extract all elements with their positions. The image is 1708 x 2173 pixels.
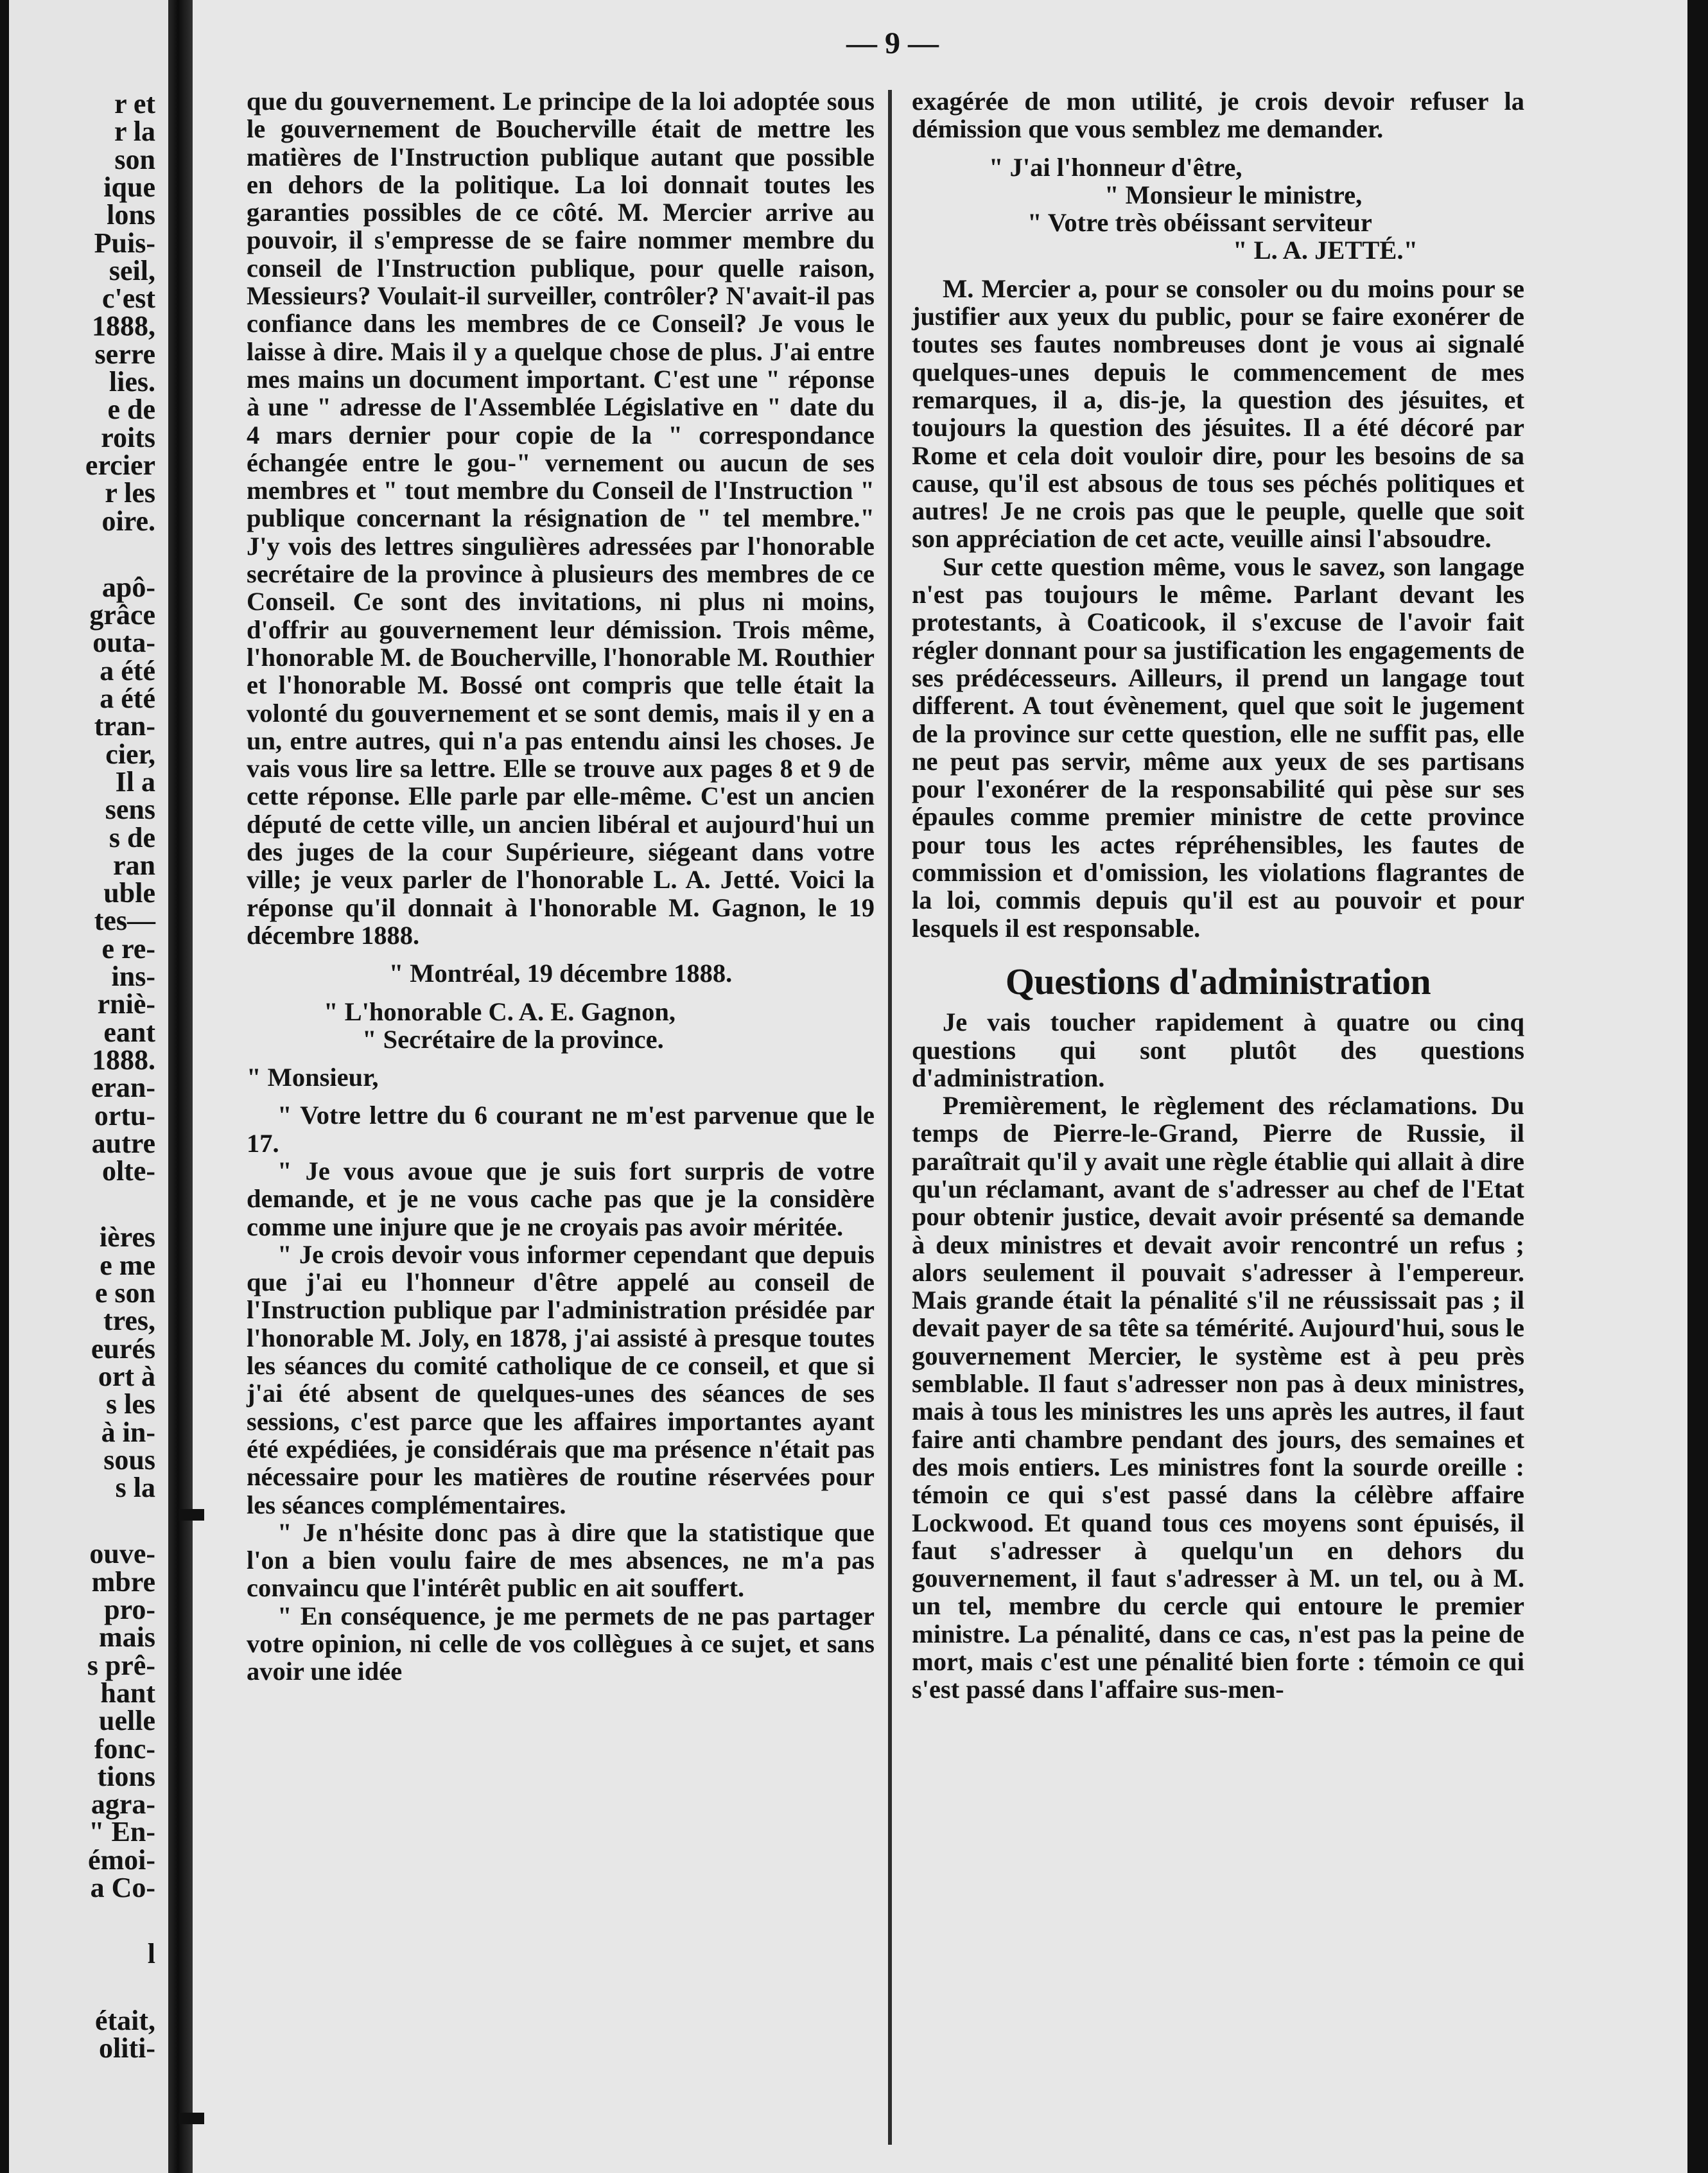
margin-fragment: lies. [109,366,155,397]
margin-fragment: uble [103,877,155,909]
margin-fragment: tran- [94,710,155,742]
column-divider [888,90,892,2145]
margin-fragment: autre [91,1127,155,1159]
margin-fragment: eurés [91,1332,155,1365]
margin-fragment: émoi- [87,1844,155,1876]
margin-fragment: mbre [91,1566,155,1598]
book-spine [168,0,193,2173]
margin-fragment: fonc- [94,1732,155,1765]
margin-fragment: e re- [101,932,155,964]
margin-fragment: oliti- [99,2032,155,2064]
margin-fragment: ouve- [89,1538,155,1570]
paragraph: que du gouvernement. Le principe de la loi adoptée sous le gouvernement de Boucherville était de mettre les matières de l'Instruction publique autant que possible en dehors de la politique. La loi donnait toutes les garanties possibles de ce côté. M. Mercier arrive au pouvoir, il s'empresse de se faire nommer membre du conseil de l'Instruction publique, pour quelle raison, Messieurs? Voulait-il surveiller, contrôler? N'avait-il pas confiance dans les membres de ce Conseil? Je vous le laisse à dire. Mais il y a quelque chose de plus. J'ai entre mes mains un document important. C'est une " réponse à une " adresse de l'Assemblée Législative en " date du 4 mars dernier pour copie de la " correspondance échangée entre le gou-" vernement ou aucun de ses membres et " tout membre du Conseil de l'Instruction " publique concernant la résignation de " tel membre." J'y vois des lettres singulières adressées par l'honorable secrétaire de la province à plusieurs des membres de ce Conseil. Ce sont des invitations, ni plus ni moins, d'offrir au gouvernement leur démission. Trois même, l'honorable M. de Boucherville, l'honorable M. Routhier et l'honorable M. Bossé ont compris que telle était la volonté du gouvernement et se sont demis, mais il y en a un, entre autres, qui n'a pas entendu ainsi les choses. Je vais vous lire sa lettre. Elle se trouve aux pages 8 et 9 de cette réponse. Elle parle par elle-même. C'est un ancien député de cette ville, un ancien libéral et aujourd'hui un des juges de la cour Supérieure, siégeant dans votre ville; je veux parler de l'honorable L. A. Jetté. Voici la réponse qu'il donnait à l'honorable M. Gagnon, le 19 décembre 1888. [247,87,875,950]
margin-fragment: Puis- [94,227,155,259]
paragraph: " L. A. JETTÉ." [1233,236,1418,265]
paragraph: " Je crois devoir vous informer cependant que depuis que j'ai eu l'honneur d'être appelé au conseil de l'Instruction publique par l'administration présidée par l'honorable M. Joly, en 1878, j'ai assisté à presque toutes les séances du comité catholique de ce conseil, et que si j'ai été absent de quelques-unes des séances de ses sessions, c'est parce que les affaires importantes ayant été expédiées, je considérais que ma présence n'était pas nécessaire pour les matières de routine réservées pour les séances complémentaires. [247,1239,875,1519]
margin-fragment: son [114,143,155,175]
section-heading: Questions d'administration [1005,960,1431,1002]
paragraph: " Je n'hésite donc pas à dire que la statistique que l'on a bien voulu faire de mes absences, ne m'a pas convaincu que l'intérêt public en ait souffert. [247,1517,875,1603]
paragraph: " En conséquence, je me permets de ne pas partager votre opinion, ni celle de vos collègues à ce sujet, et sans avoir une idée [247,1601,875,1686]
margin-fragment: tes— [94,905,155,937]
paragraph: " Monsieur, [247,1063,379,1092]
margin-fragment: uelle [99,1705,155,1737]
margin-fragment: ins- [111,961,155,992]
margin-fragment: a été [100,654,155,686]
margin-fragment: grâce [89,599,155,631]
margin-fragment: s la [115,1472,155,1504]
paragraph: Sur cette question même, vous le savez, son langage n'est pas toujours le même. Parlant devant les protestants, à Coaticook, il s'excuse de l'avoir fait régler donnant pour sa justification les engagements de ses prédécesseurs. Ailleurs, il prend un langage tout different. A tout évènement, quel que soit le jugement de la province sur cette question, elle ne suffit pas, elle ne peut pas servir, même aux yeux de ses partisans pour l'exonérer de la responsabilité qui pèse sur ses épaules comme premier ministre de cette province pour tous les actes répréhensibles, les fautes de commission et d'omission, les violations flagrantes de la loi, commis depuis qu'il est au pouvoir et pour lesquels il est responsable. [912,552,1524,943]
text-column-right [912,87,1524,1704]
margin-fragment: r les [105,477,155,509]
margin-fragment: tres, [103,1305,155,1337]
scan-edge-left [0,0,9,2173]
margin-fragment: hant [100,1677,155,1709]
paragraph: " Je vous avoue que je suis fort surpris de votre demande, et je ne vous cache pas que je la considère comme une injure que je ne croyais pas avoir méritée. [247,1156,875,1241]
paragraph: M. Mercier a, pour se consoler ou du moins pour se justifier aux yeux du public, pour se faire exonérer de toutes ses fautes nombreuses dont je vous ai signalé quelques-unes depuis le commencement de mes remarques, il a, dis-je, la question des jésuites, et toujours la question des jésuites. Il a été décoré par Rome et cela doit vouloir dire, pour les besoins de sa cause, qu'il est absous de tous ses péchés politiques et autres! Je ne crois pas que le peuple, quelle que soit son appréciation de cet acte, veuille ainsi l'absoudre. [912,274,1524,554]
margin-fragment: c'est [101,283,155,315]
margin-fragment: ortu- [94,1099,155,1131]
margin-fragment: r et [114,88,155,119]
paragraph: Premièrement, le règlement des réclamations. Du temps de Pierre-le-Grand, Pierre de Russie, il paraîtrait qu'il y avait une règle établie qui allait à dire qu'un réclamant, avant de s'adresser au chef de l'Etat pour obtenir justice, devait avoir présenté sa demande à deux ministres et devait avoir rencontré un refus ; alors seulement il pouvait s'adresser à l'empereur. Mais grande était la pénalité s'il ne réussissait pas ; il devait payer de sa tête sa témérité. Aujourd'hui, sous le gouvernement Mercier, le système est à peu près semblable. Il faut s'adresser non pas à deux ministres, mais à tous les ministres les uns après les autres, il faut faire anti chambre pendant des jours, des semaines et des mois entiers. Les ministres font la sourde oreille : témoin ce qui s'est passé dans la célèbre affaire Lockwood. Et quand tous ces moyens sont épuisés, il faut s'adresser à quelqu'un en dehors du gouvernement, il faut s'adresser à M. un tel, ou à M. un tel, membre du cercle qui entoure le premier ministre. La pénalité, dans ce cas, n'est pas la peine de mort, mais c'est une pénalité bien forte : témoin ce qui s'est passé dans l'affaire sus-men- [912,1091,1524,1704]
margin-fragment: outa- [92,627,155,659]
margin-fragment: ort à [98,1360,155,1392]
margin-fragment: apô- [101,571,155,603]
margin-fragment: eran- [91,1072,155,1104]
margin-fragment: tions [97,1760,155,1792]
margin-fragment: ran [113,849,155,881]
margin-fragment: oire. [101,505,155,537]
margin-fragment: r la [114,116,155,148]
paragraph: " Votre lettre du 6 courant ne m'est parvenue que le 17. [247,1101,875,1158]
margin-fragment: ières [99,1221,155,1253]
margin-fragment: était, [94,2004,155,2036]
margin-fragment: lons [107,199,155,231]
margin-fragment: cier, [105,738,155,770]
margin-fragment: serre [94,338,155,370]
margin-fragment: e de [107,394,155,426]
spine-mark [179,1509,204,1521]
margin-fragment: olte- [101,1155,155,1187]
margin-fragment: 1888, [92,310,155,342]
margin-fragment: pro- [104,1594,155,1625]
margin-fragment: e me [100,1249,155,1281]
paragraph: " Secrétaire de la province. [362,1024,664,1054]
page-number: — 9 — [846,26,939,60]
paragraph: " J'ai l'honneur d'être, [989,152,1242,182]
margin-fragment: ercier [85,449,155,481]
margin-fragment: seil, [109,254,155,286]
facing-page-margin [0,0,168,2173]
margin-fragment: s de [109,821,155,853]
margin-fragment: a Co- [90,1872,155,1903]
paragraph: " Monsieur le ministre, [1104,180,1363,209]
margin-fragment: 1888. [92,1043,155,1076]
margin-fragment: s prê- [87,1649,155,1681]
paragraph: Je vais toucher rapidement à quatre ou cinq questions qui sont plutôt des questions d'administration. [912,1008,1524,1092]
paragraph: " Votre très obéissant serviteur [1027,208,1372,238]
margin-fragment: roits [101,421,155,453]
margin-fragment: s les [106,1388,155,1420]
margin-fragment: mais [99,1621,155,1654]
margin-fragment: " En- [89,1816,155,1848]
margin-fragment: sens [105,794,155,826]
paragraph: exagérée de mon utilité, je crois devoir refuser la démission que vous semblez me demander. [912,87,1524,144]
margin-fragment: eant [103,1016,155,1048]
scan-edge-right [1687,0,1708,2173]
margin-fragment: sous [103,1444,155,1476]
margin-fragment: l [147,1938,155,1970]
margin-fragment: e son [94,1277,155,1309]
text-column-left [247,87,875,1686]
margin-fragment: rniè- [97,988,155,1020]
margin-fragment: à in- [101,1416,155,1448]
spine-mark [179,2113,204,2124]
margin-fragment: agra- [91,1788,155,1820]
margin-fragment: ique [103,171,155,203]
paragraph: " Montréal, 19 décembre 1888. [388,959,733,988]
margin-fragment: Il a [115,765,155,798]
margin-fragment: a été [100,683,155,714]
paragraph: " L'honorable C. A. E. Gagnon, [324,997,675,1026]
